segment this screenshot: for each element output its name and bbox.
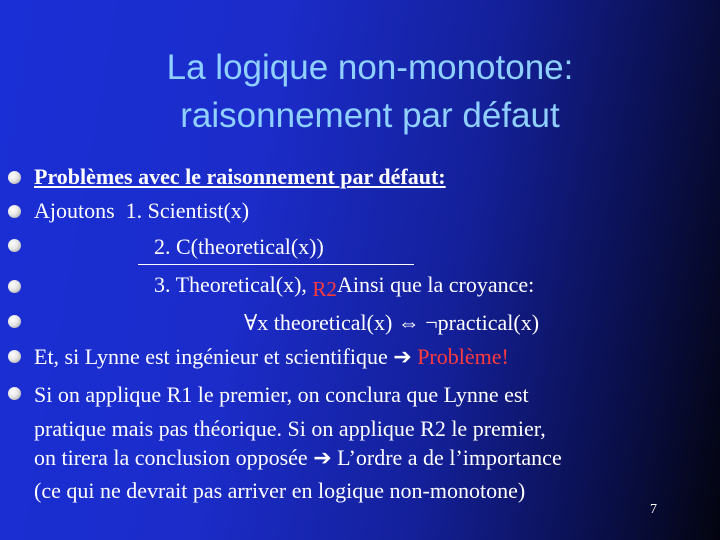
bullet-item-order-cont: pratique mais pas théorique. Si on applique R2 le premier, [34,416,546,441]
slide-title-line-2: raisonnement par défaut [180,96,560,135]
bullet-dot [8,239,21,252]
lynne-text: Et, si Lynne est ingénieur et scientifique [34,344,394,369]
bullet-item-order-cont: (ce qui ne devrait pas arriver en logique non-monotone) [34,478,526,503]
r2-label: R2 [312,277,337,301]
slide-title [60,44,680,140]
bullet-dot [8,205,21,218]
bullet-dot [8,350,21,363]
slide-title-line-1: La logique non-monotone: [166,48,574,87]
bullet-item-problems: Problèmes avec le raisonnement par défaut: [34,164,446,189]
rule-underline [138,264,414,265]
bullet-dot [8,280,21,293]
bullet-item-order-cont: on tirera la conclusion opposée ➔ L’ordre a de l’importance [34,445,562,470]
bullet-item-order: Si on applique R1 le premier, on conclura que Lynne est [34,382,529,407]
bullet-item-formula: ∀x theoretical(x) ⇔ ¬practical(x) [244,310,540,335]
bullet-item-lynne [34,343,509,371]
bullet-dot [8,315,21,328]
bullet-item-rule-2: 2. C(theoretical(x)) [154,234,324,259]
page-number: 7 [650,502,657,517]
bullet-dot [8,171,21,184]
bullet-item-rule-3 [154,271,534,299]
rule-3-belief-text: Ainsi que la croyance: [336,272,535,297]
bullet-dot [8,387,21,400]
probleme-text: Problème! [411,344,509,369]
bullet-item-ajoutons: Ajoutons 1. Scientist(x) [34,198,250,223]
rule-3-text: 3. Theoretical(x), [154,272,313,297]
arrow-icon: ➔ [393,344,412,369]
